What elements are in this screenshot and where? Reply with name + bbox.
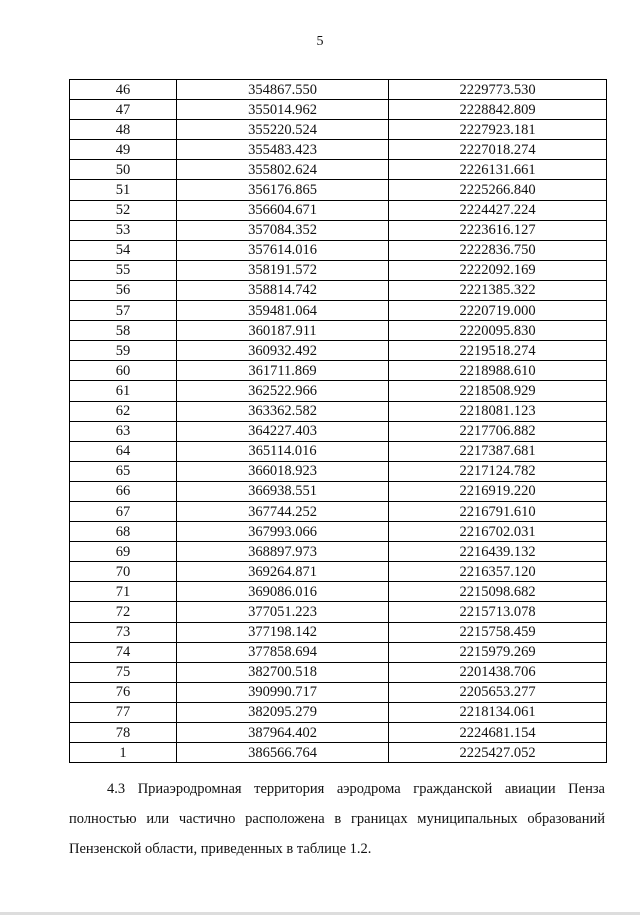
x-coordinate-cell: 363362.582 (177, 401, 389, 421)
table-row (70, 180, 607, 200)
table-row (70, 401, 607, 421)
x-coordinate-cell: 355220.524 (177, 120, 389, 140)
page-number: 5 (316, 34, 324, 49)
table-row (70, 501, 607, 521)
table-row (70, 200, 607, 220)
y-coordinate-cell: 2222092.169 (389, 260, 607, 280)
x-coordinate-cell: 366018.923 (177, 461, 389, 481)
point-number-cell: 57 (70, 301, 177, 321)
x-coordinate-cell: 366938.551 (177, 481, 389, 501)
point-number-cell: 53 (70, 220, 177, 240)
point-number-cell: 1 (70, 743, 177, 763)
point-number-cell: 67 (70, 501, 177, 521)
y-coordinate-cell: 2228842.809 (389, 100, 607, 120)
coordinates-table (69, 79, 607, 763)
point-number-cell: 70 (70, 562, 177, 582)
table-row (70, 723, 607, 743)
x-coordinate-cell: 356604.671 (177, 200, 389, 220)
scan-edge-line (0, 912, 640, 915)
y-coordinate-cell: 2225427.052 (389, 743, 607, 763)
x-coordinate-cell: 390990.717 (177, 682, 389, 702)
y-coordinate-cell: 2216702.031 (389, 522, 607, 542)
table-row (70, 461, 607, 481)
point-number-cell: 66 (70, 481, 177, 501)
x-coordinate-cell: 377858.694 (177, 642, 389, 662)
y-coordinate-cell: 2224681.154 (389, 723, 607, 743)
y-coordinate-cell: 2218988.610 (389, 361, 607, 381)
y-coordinate-cell: 2216357.120 (389, 562, 607, 582)
y-coordinate-cell: 2221385.322 (389, 280, 607, 300)
point-number-cell: 48 (70, 120, 177, 140)
table-row (70, 220, 607, 240)
y-coordinate-cell: 2219518.274 (389, 341, 607, 361)
y-coordinate-cell: 2220095.830 (389, 321, 607, 341)
x-coordinate-cell: 361711.869 (177, 361, 389, 381)
y-coordinate-cell: 2227018.274 (389, 140, 607, 160)
x-coordinate-cell: 377198.142 (177, 622, 389, 642)
y-coordinate-cell: 2227923.181 (389, 120, 607, 140)
table-row (70, 240, 607, 260)
y-coordinate-cell: 2217387.681 (389, 441, 607, 461)
x-coordinate-cell: 360187.911 (177, 321, 389, 341)
point-number-cell: 78 (70, 723, 177, 743)
point-number-cell: 60 (70, 361, 177, 381)
table-row (70, 120, 607, 140)
table-row (70, 280, 607, 300)
table-row (70, 743, 607, 763)
point-number-cell: 51 (70, 180, 177, 200)
y-coordinate-cell: 2220719.000 (389, 301, 607, 321)
y-coordinate-cell: 2201438.706 (389, 662, 607, 682)
y-coordinate-cell: 2225266.840 (389, 180, 607, 200)
x-coordinate-cell: 355483.423 (177, 140, 389, 160)
point-number-cell: 50 (70, 160, 177, 180)
point-number-cell: 77 (70, 702, 177, 722)
table-row (70, 602, 607, 622)
y-coordinate-cell: 2222836.750 (389, 240, 607, 260)
table-row (70, 80, 607, 100)
x-coordinate-cell: 369086.016 (177, 582, 389, 602)
point-number-cell: 56 (70, 280, 177, 300)
x-coordinate-cell: 362522.966 (177, 381, 389, 401)
point-number-cell: 76 (70, 682, 177, 702)
y-coordinate-cell: 2229773.530 (389, 80, 607, 100)
point-number-cell: 75 (70, 662, 177, 682)
table-row (70, 702, 607, 722)
point-number-cell: 52 (70, 200, 177, 220)
point-number-cell: 68 (70, 522, 177, 542)
x-coordinate-cell: 382095.279 (177, 702, 389, 722)
table-row (70, 160, 607, 180)
y-coordinate-cell: 2218508.929 (389, 381, 607, 401)
point-number-cell: 55 (70, 260, 177, 280)
table-row (70, 542, 607, 562)
x-coordinate-cell: 368897.973 (177, 542, 389, 562)
x-coordinate-cell: 387964.402 (177, 723, 389, 743)
x-coordinate-cell: 354867.550 (177, 80, 389, 100)
x-coordinate-cell: 359481.064 (177, 301, 389, 321)
table-row (70, 682, 607, 702)
x-coordinate-cell: 360932.492 (177, 341, 389, 361)
x-coordinate-cell: 358191.572 (177, 260, 389, 280)
point-number-cell: 69 (70, 542, 177, 562)
table-row (70, 341, 607, 361)
y-coordinate-cell: 2226131.661 (389, 160, 607, 180)
point-number-cell: 54 (70, 240, 177, 260)
table-row (70, 321, 607, 341)
y-coordinate-cell: 2215979.269 (389, 642, 607, 662)
x-coordinate-cell: 357084.352 (177, 220, 389, 240)
point-number-cell: 63 (70, 421, 177, 441)
table-row (70, 140, 607, 160)
y-coordinate-cell: 2215758.459 (389, 622, 607, 642)
table-row (70, 582, 607, 602)
point-number-cell: 58 (70, 321, 177, 341)
table-row (70, 421, 607, 441)
paragraph-text: 4.3 Приаэродромная территория аэродрома гражданской авиации Пенза полностью или частично расположена в границах муниципальных образований Пензенской области, приведенных в таблице 1.2. (69, 781, 605, 857)
table-row (70, 260, 607, 280)
x-coordinate-cell: 367993.066 (177, 522, 389, 542)
y-coordinate-cell: 2217124.782 (389, 461, 607, 481)
y-coordinate-cell: 2223616.127 (389, 220, 607, 240)
y-coordinate-cell: 2215713.078 (389, 602, 607, 622)
y-coordinate-cell: 2216791.610 (389, 501, 607, 521)
y-coordinate-cell: 2216919.220 (389, 481, 607, 501)
table-row (70, 301, 607, 321)
y-coordinate-cell: 2205653.277 (389, 682, 607, 702)
x-coordinate-cell: 364227.403 (177, 421, 389, 441)
table-row (70, 100, 607, 120)
point-number-cell: 74 (70, 642, 177, 662)
point-number-cell: 64 (70, 441, 177, 461)
x-coordinate-cell: 356176.865 (177, 180, 389, 200)
y-coordinate-cell: 2215098.682 (389, 582, 607, 602)
table-row (70, 381, 607, 401)
table-row (70, 441, 607, 461)
point-number-cell: 65 (70, 461, 177, 481)
y-coordinate-cell: 2217706.882 (389, 421, 607, 441)
table-row (70, 642, 607, 662)
table-row (70, 562, 607, 582)
x-coordinate-cell: 365114.016 (177, 441, 389, 461)
x-coordinate-cell: 377051.223 (177, 602, 389, 622)
section-paragraph (69, 774, 605, 864)
y-coordinate-cell: 2224427.224 (389, 200, 607, 220)
x-coordinate-cell: 386566.764 (177, 743, 389, 763)
point-number-cell: 71 (70, 582, 177, 602)
point-number-cell: 72 (70, 602, 177, 622)
point-number-cell: 49 (70, 140, 177, 160)
table-row (70, 481, 607, 501)
table-row (70, 662, 607, 682)
coordinates-table-body (70, 80, 607, 763)
x-coordinate-cell: 355802.624 (177, 160, 389, 180)
y-coordinate-cell: 2218081.123 (389, 401, 607, 421)
point-number-cell: 46 (70, 80, 177, 100)
point-number-cell: 73 (70, 622, 177, 642)
x-coordinate-cell: 369264.871 (177, 562, 389, 582)
x-coordinate-cell: 382700.518 (177, 662, 389, 682)
y-coordinate-cell: 2216439.132 (389, 542, 607, 562)
table-row (70, 622, 607, 642)
point-number-cell: 61 (70, 381, 177, 401)
x-coordinate-cell: 355014.962 (177, 100, 389, 120)
table-row (70, 361, 607, 381)
x-coordinate-cell: 358814.742 (177, 280, 389, 300)
point-number-cell: 62 (70, 401, 177, 421)
point-number-cell: 59 (70, 341, 177, 361)
y-coordinate-cell: 2218134.061 (389, 702, 607, 722)
point-number-cell: 47 (70, 100, 177, 120)
x-coordinate-cell: 367744.252 (177, 501, 389, 521)
table-row (70, 522, 607, 542)
x-coordinate-cell: 357614.016 (177, 240, 389, 260)
